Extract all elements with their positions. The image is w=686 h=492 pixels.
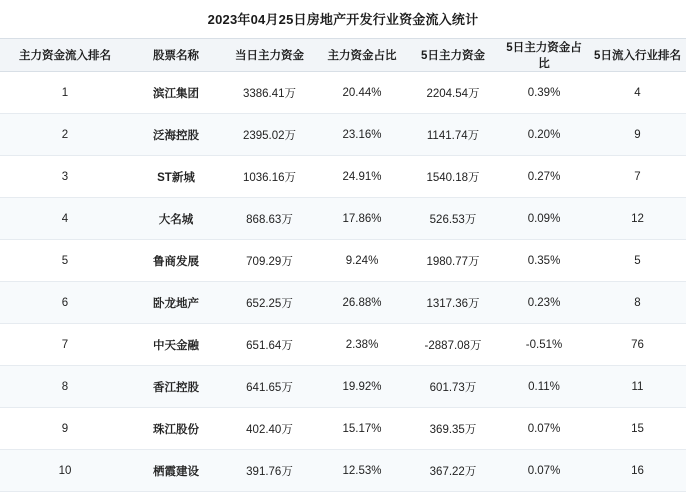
cell-today-main-fund: 709.29万 (222, 240, 317, 282)
cell-5day-main-fund: 1980.77万 (407, 240, 499, 282)
cell-5day-main-fund: -2887.08万 (407, 324, 499, 366)
cell-stock-name: ST新城 (130, 156, 222, 198)
cell-stock-name: 中天金融 (130, 324, 222, 366)
cell-5day-main-fund: 1540.18万 (407, 156, 499, 198)
cell-today-main-fund: 391.76万 (222, 450, 317, 492)
cell-5day-industry-rank: 8 (589, 282, 686, 324)
cell-5day-industry-rank: 76 (589, 324, 686, 366)
cell-5day-industry-rank: 12 (589, 198, 686, 240)
cell-5day-main-fund: 369.35万 (407, 408, 499, 450)
cell-today-main-fund: 652.25万 (222, 282, 317, 324)
table-header-row (0, 39, 686, 72)
column-header-stock-name: 股票名称 (130, 39, 222, 72)
table-row (0, 450, 686, 492)
cell-rank: 4 (0, 198, 130, 240)
column-header-5day-main-fund: 5日主力资金 (407, 39, 499, 72)
cell-today-main-ratio: 26.88% (317, 282, 407, 324)
cell-5day-industry-rank: 15 (589, 408, 686, 450)
cell-today-main-fund: 868.63万 (222, 198, 317, 240)
cell-5day-industry-rank: 4 (589, 72, 686, 114)
cell-5day-main-ratio: 0.27% (499, 156, 589, 198)
cell-stock-name: 泛海控股 (130, 114, 222, 156)
cell-5day-main-fund: 1141.74万 (407, 114, 499, 156)
cell-5day-main-fund: 367.22万 (407, 450, 499, 492)
table-row (0, 198, 686, 240)
table-row (0, 324, 686, 366)
table-body (0, 72, 686, 492)
cell-rank: 2 (0, 114, 130, 156)
cell-rank: 10 (0, 450, 130, 492)
cell-5day-industry-rank: 5 (589, 240, 686, 282)
page-title: 2023年04月25日房地产开发行业资金流入统计 (207, 12, 479, 27)
cell-stock-name: 香江控股 (130, 366, 222, 408)
cell-stock-name: 滨江集团 (130, 72, 222, 114)
cell-today-main-ratio: 9.24% (317, 240, 407, 282)
cell-today-main-fund: 641.65万 (222, 366, 317, 408)
cell-rank: 9 (0, 408, 130, 450)
table-row (0, 408, 686, 450)
column-header-5day-industry-rank: 5日流入行业排名 (589, 39, 686, 72)
cell-today-main-fund: 2395.02万 (222, 114, 317, 156)
cell-today-main-ratio: 15.17% (317, 408, 407, 450)
cell-today-main-ratio: 2.38% (317, 324, 407, 366)
cell-stock-name: 大名城 (130, 198, 222, 240)
cell-rank: 6 (0, 282, 130, 324)
cell-5day-industry-rank: 7 (589, 156, 686, 198)
column-header-rank: 主力资金流入排名 (0, 39, 130, 72)
cell-rank: 3 (0, 156, 130, 198)
cell-5day-main-ratio: 0.35% (499, 240, 589, 282)
cell-5day-main-ratio: 0.09% (499, 198, 589, 240)
cell-stock-name: 卧龙地产 (130, 282, 222, 324)
cell-stock-name: 栖霞建设 (130, 450, 222, 492)
cell-rank: 8 (0, 366, 130, 408)
cell-5day-main-fund: 601.73万 (407, 366, 499, 408)
cell-5day-industry-rank: 9 (589, 114, 686, 156)
table-row (0, 114, 686, 156)
table-row (0, 240, 686, 282)
column-header-today-main-fund: 当日主力资金 (222, 39, 317, 72)
cell-rank: 1 (0, 72, 130, 114)
column-header-5day-main-ratio: 5日主力资金占比 (499, 39, 589, 72)
cell-5day-industry-rank: 11 (589, 366, 686, 408)
cell-5day-main-ratio: 0.23% (499, 282, 589, 324)
column-header-today-main-ratio: 主力资金占比 (317, 39, 407, 72)
table-row (0, 156, 686, 198)
cell-today-main-ratio: 19.92% (317, 366, 407, 408)
cell-5day-main-fund: 526.53万 (407, 198, 499, 240)
cell-5day-main-ratio: -0.51% (499, 324, 589, 366)
cell-stock-name: 珠江股份 (130, 408, 222, 450)
cell-rank: 7 (0, 324, 130, 366)
table-row (0, 72, 686, 114)
cell-5day-main-fund: 1317.36万 (407, 282, 499, 324)
cell-5day-main-ratio: 0.07% (499, 408, 589, 450)
cell-today-main-ratio: 12.53% (317, 450, 407, 492)
cell-today-main-ratio: 23.16% (317, 114, 407, 156)
cell-stock-name: 鲁商发展 (130, 240, 222, 282)
cell-today-main-ratio: 20.44% (317, 72, 407, 114)
cell-5day-main-fund: 2204.54万 (407, 72, 499, 114)
cell-rank: 5 (0, 240, 130, 282)
cell-today-main-ratio: 24.91% (317, 156, 407, 198)
table-row (0, 282, 686, 324)
cell-5day-main-ratio: 0.11% (499, 366, 589, 408)
cell-today-main-fund: 402.40万 (222, 408, 317, 450)
cell-5day-main-ratio: 0.07% (499, 450, 589, 492)
cell-5day-industry-rank: 16 (589, 450, 686, 492)
fund-flow-table (0, 38, 686, 492)
cell-5day-main-ratio: 0.20% (499, 114, 589, 156)
table-row (0, 366, 686, 408)
cell-today-main-ratio: 17.86% (317, 198, 407, 240)
cell-today-main-fund: 3386.41万 (222, 72, 317, 114)
cell-today-main-fund: 651.64万 (222, 324, 317, 366)
cell-5day-main-ratio: 0.39% (499, 72, 589, 114)
table-header (0, 39, 686, 72)
cell-today-main-fund: 1036.16万 (222, 156, 317, 198)
